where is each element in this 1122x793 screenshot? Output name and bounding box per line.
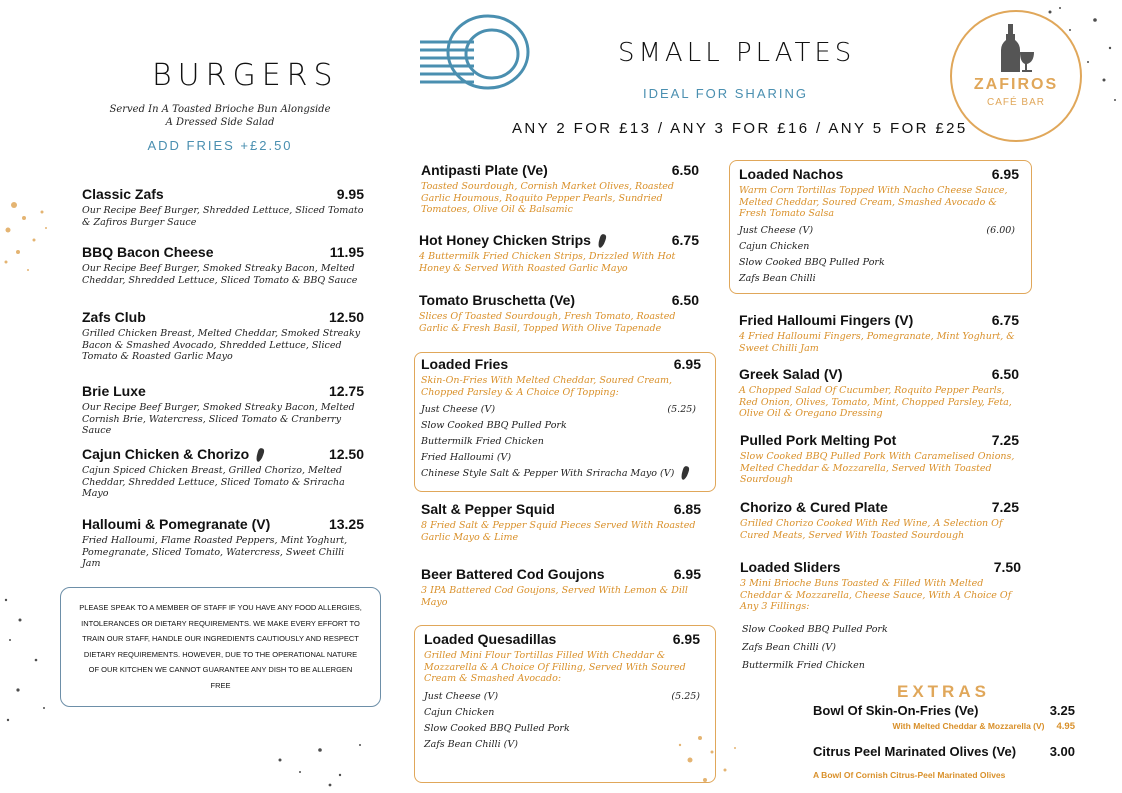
option-label: Zafs Bean Chilli (V) xyxy=(742,641,836,653)
item-description: Our Recipe Beef Burger, Shredded Lettuce, Sliced Tomato & Zafiros Burger Sauce xyxy=(82,205,364,228)
chili-icon xyxy=(680,465,690,480)
item-price: 12.50 xyxy=(328,309,364,325)
item-description: Warm Corn Tortillas Topped With Nacho Cheese Sauce, Melted Cheddar, Soured Cream, Smashed Avocado & Fresh Tomato Salsa xyxy=(739,185,1008,219)
logo-sub: CAFÉ BAR xyxy=(986,97,1045,108)
item-price: 6.75 xyxy=(671,232,699,248)
item-price: 6.50 xyxy=(991,366,1019,382)
item-name: Pulled Pork Melting Pot xyxy=(740,432,897,448)
chili-icon xyxy=(255,448,265,463)
item-name: Bowl Of Skin-On-Fries (Ve) xyxy=(813,703,979,718)
item-description: 4 Fried Halloumi Fingers, Pomegranate, Mint Yoghurt, & Sweet Chilli Jam xyxy=(739,331,1015,354)
item-price: 6.95 xyxy=(672,631,700,647)
wine-bottle-glass-icon xyxy=(994,24,1038,74)
item-description: 3 Mini Brioche Buns Toasted & Filled With Melted Cheddar & Mozzarella, Cheese Sauce, With A Choice Of Any 3 Fillings: xyxy=(740,578,1012,612)
extra-item xyxy=(813,744,1075,782)
option-row xyxy=(424,705,700,721)
option-row xyxy=(739,223,1019,239)
option-label: Slow Cooked BBQ Pulled Pork xyxy=(739,256,885,268)
burger-item xyxy=(82,186,364,228)
burger-item xyxy=(82,446,364,500)
small-plate-item xyxy=(424,631,700,753)
option-label: Slow Cooked BBQ Pulled Pork xyxy=(424,722,570,734)
option-label: Zafs Bean Chilli (V) xyxy=(424,738,518,750)
item-name: Cajun Chicken & Chorizo xyxy=(82,446,250,462)
option-list xyxy=(421,402,701,482)
extra-item xyxy=(813,703,1075,732)
item-name: Hot Honey Chicken Strips xyxy=(419,232,591,248)
item-price: 6.75 xyxy=(991,312,1019,328)
option-row xyxy=(739,239,1019,255)
item-price: 6.95 xyxy=(673,566,701,582)
option-list xyxy=(739,223,1019,287)
item-name: Zafs Club xyxy=(82,309,146,325)
small-plate-item xyxy=(421,501,701,543)
option-list xyxy=(742,621,1021,675)
item-name: Loaded Sliders xyxy=(740,559,841,575)
small-plate-item xyxy=(421,356,701,482)
extra-sub: With Melted Cheddar & Mozzarella (V) xyxy=(892,721,1045,731)
option-row xyxy=(739,255,1019,271)
item-description: A Chopped Salad Of Cucumber, Roquito Pepper Pearls, Red Onion, Olives, Tomato, Mint, Chopped Parsley, Feta, Olive Oil & Oregano Dressing xyxy=(739,385,1012,419)
extra-sub-row xyxy=(813,721,1075,732)
item-price: 12.50 xyxy=(328,446,364,462)
burgers-title: BURGERS xyxy=(152,58,339,93)
option-label: Buttermilk Fried Chicken xyxy=(421,436,544,447)
item-name: BBQ Bacon Cheese xyxy=(82,244,214,260)
item-description: Skin-On-Fries With Melted Cheddar, Soured Cream, Chopped Parsley & A Choice Of Topping: xyxy=(421,375,673,398)
item-price: 6.50 xyxy=(671,162,699,178)
option-row xyxy=(742,639,1021,657)
option-label: Zafs Bean Chilli xyxy=(739,272,816,284)
burger-item xyxy=(82,309,364,363)
burgers-subtitle-2: A Dressed Side Salad xyxy=(165,117,275,128)
burger-item xyxy=(82,516,364,570)
option-label: Fried Halloumi (V) xyxy=(421,452,512,463)
item-name: Loaded Nachos xyxy=(739,166,844,182)
item-price: 7.50 xyxy=(993,559,1021,575)
item-price: 6.50 xyxy=(671,292,699,308)
item-price: 13.25 xyxy=(328,516,364,532)
item-price: 11.95 xyxy=(329,244,364,260)
item-price: 6.85 xyxy=(673,501,701,517)
option-label: Cajun Chicken xyxy=(424,706,495,718)
extra-sub-row xyxy=(813,763,1075,782)
small-plate-item xyxy=(739,312,1019,354)
option-row xyxy=(421,434,701,450)
item-name: Loaded Fries xyxy=(421,356,509,372)
item-description: Cajun Spiced Chicken Breast, Grilled Chorizo, Melted Cheddar, Shredded Lettuce, Sliced Tomato & Sriracha Mayo xyxy=(82,465,345,500)
item-price: 12.75 xyxy=(328,383,364,399)
option-row xyxy=(424,721,700,737)
option-row xyxy=(424,737,700,753)
item-description: Grilled Mini Flour Tortillas Filled With Cheddar & Mozzarella & A Choice Of Filling, Served With Soured Cream & Smashed Avocado: xyxy=(424,650,686,684)
item-price: 7.25 xyxy=(991,432,1019,448)
option-row xyxy=(424,689,700,705)
extra-sub: A Bowl Of Cornish Citrus-Peel Marinated Olives xyxy=(813,770,1006,780)
option-row xyxy=(421,466,701,482)
item-price: 6.95 xyxy=(991,166,1019,182)
item-price: 3.00 xyxy=(1049,744,1075,759)
option-label: Just Cheese (V) xyxy=(424,690,499,702)
small-plate-item xyxy=(740,499,1019,541)
small-plate-item xyxy=(740,432,1019,486)
item-name-wrap xyxy=(82,446,263,462)
item-description: 8 Fried Salt & Pepper Squid Pieces Served With Roasted Garlic Mayo & Lime xyxy=(421,520,696,543)
item-description: Slices Of Toasted Sourdough, Fresh Tomato, Roasted Garlic & Fresh Basil, Topped With Olive Tapenade xyxy=(419,311,676,334)
item-name: Classic Zafs xyxy=(82,186,164,202)
option-row xyxy=(421,418,701,434)
item-name-wrap xyxy=(419,232,605,248)
option-row xyxy=(421,402,701,418)
offer-banner: ANY 2 FOR £13 / ANY 3 FOR £16 / ANY 5 FOR £25 xyxy=(512,120,968,137)
item-description: Fried Halloumi, Flame Roasted Peppers, Mint Yoghurt, Pomegranate, Sliced Tomato, Watercress, Sweet Chilli Jam xyxy=(82,535,348,569)
item-description: Grilled Chicken Breast, Melted Cheddar, Smoked Streaky Bacon & Smashed Avocado, Shredded Lettuce, Sliced Tomato & Roasted Garlic Mayo xyxy=(82,328,361,362)
extra-sub-price: 4.95 xyxy=(1056,721,1075,732)
small-plate-item xyxy=(739,166,1019,287)
option-row xyxy=(742,657,1021,675)
option-price: (6.00) xyxy=(986,224,1015,236)
small-plate-item xyxy=(419,232,699,274)
small-plate-item xyxy=(421,162,699,216)
small-plates-title: SMALL PLATES xyxy=(618,38,856,68)
item-description: 4 Buttermilk Fried Chicken Strips, Drizzled With Hot Honey & Served With Roasted Garlic Mayo xyxy=(419,251,676,274)
option-row xyxy=(421,450,701,466)
item-name: Fried Halloumi Fingers (V) xyxy=(739,312,914,328)
add-fries-note: ADD FRIES +£2.50 xyxy=(147,138,293,153)
option-label: Just Cheese (V) xyxy=(739,224,814,236)
item-price: 6.95 xyxy=(673,356,701,372)
option-price: (5.25) xyxy=(667,404,696,415)
option-label: Chinese Style Salt & Pepper With Sriracha Mayo (V) xyxy=(421,468,675,479)
option-label: Buttermilk Fried Chicken xyxy=(742,659,865,671)
chili-icon xyxy=(597,234,607,249)
small-plate-item xyxy=(740,559,1021,675)
item-name: Brie Luxe xyxy=(82,383,146,399)
small-plates-subtitle: IDEAL FOR SHARING xyxy=(643,86,808,101)
small-plate-item xyxy=(419,292,699,334)
extras-title: EXTRAS xyxy=(897,682,990,701)
burger-item xyxy=(82,244,364,286)
small-plate-item xyxy=(421,566,701,608)
option-label: Slow Cooked BBQ Pulled Pork xyxy=(421,420,567,431)
option-row xyxy=(739,271,1019,287)
item-description: Our Recipe Beef Burger, Smoked Streaky Bacon, Melted Cornish Brie, Watercress, Sliced Tomato & Cranberry Sauce xyxy=(82,402,355,436)
option-price: (5.25) xyxy=(671,690,700,702)
item-price: 3.25 xyxy=(1049,703,1075,718)
option-label: Just Cheese (V) xyxy=(421,404,496,415)
item-name: Loaded Quesadillas xyxy=(424,631,557,647)
item-description: Toasted Sourdough, Cornish Market Olives, Roasted Garlic Houmous, Roquito Pepper Pearls, Sundried Tomatoes, Olive Oil & Balsamic xyxy=(421,181,674,215)
item-description: Our Recipe Beef Burger, Smoked Streaky Bacon, Melted Cheddar, Shredded Lettuce, Sliced Tomato & BBQ Sauce xyxy=(82,263,358,286)
small-plate-item xyxy=(739,366,1019,420)
item-name: Halloumi & Pomegranate (V) xyxy=(82,516,271,532)
item-name: Chorizo & Cured Plate xyxy=(740,499,888,515)
item-description: 3 IPA Battered Cod Goujons, Served With Lemon & Dill Mayo xyxy=(421,585,688,608)
item-name: Citrus Peel Marinated Olives (Ve) xyxy=(813,744,1017,759)
item-name: Antipasti Plate (Ve) xyxy=(421,162,548,178)
allergen-notice: PLEASE SPEAK TO A MEMBER OF STAFF IF YOU HAVE ANY FOOD ALLERGIES, INTOLERANCES OR DIETARY REQUIREMENTS. WE MAKE EVERY EFFORT TO TRAIN OUR STAFF, HANDLE OUR INGREDIENTS CAUTIOUSLY AND RESPECT DIETARY REQUIREMENTS. HOWEVER, DUE TO THE OPERATIONAL NATURE OF OUR KITCHEN WE CANNOT GUARANTEE ANY DISH TO BE ALLERGEN FREE xyxy=(60,587,381,707)
item-name: Beer Battered Cod Goujons xyxy=(421,566,605,582)
option-row xyxy=(742,621,1021,639)
item-price: 7.25 xyxy=(991,499,1019,515)
option-label: Slow Cooked BBQ Pulled Pork xyxy=(742,623,888,635)
plates-stack-icon xyxy=(416,12,534,94)
burgers-subtitle-1: Served In A Toasted Brioche Bun Alongside xyxy=(109,104,331,115)
item-description: Slow Cooked BBQ Pulled Pork With Caramelised Onions, Melted Cheddar & Mozzarella, Served With Toasted Sourdough xyxy=(740,451,1015,485)
item-description: Grilled Chorizo Cooked With Red Wine, A Selection Of Cured Meats, Served With Toasted Sourdough xyxy=(740,518,1003,541)
item-price: 9.95 xyxy=(336,186,364,202)
burger-item xyxy=(82,383,364,437)
item-name: Tomato Bruschetta (Ve) xyxy=(419,292,576,308)
option-list xyxy=(424,689,700,753)
item-name: Greek Salad (V) xyxy=(739,366,843,382)
item-name: Salt & Pepper Squid xyxy=(421,501,555,517)
logo-name: ZAFIROS xyxy=(973,76,1059,93)
option-label: Cajun Chicken xyxy=(739,240,810,252)
